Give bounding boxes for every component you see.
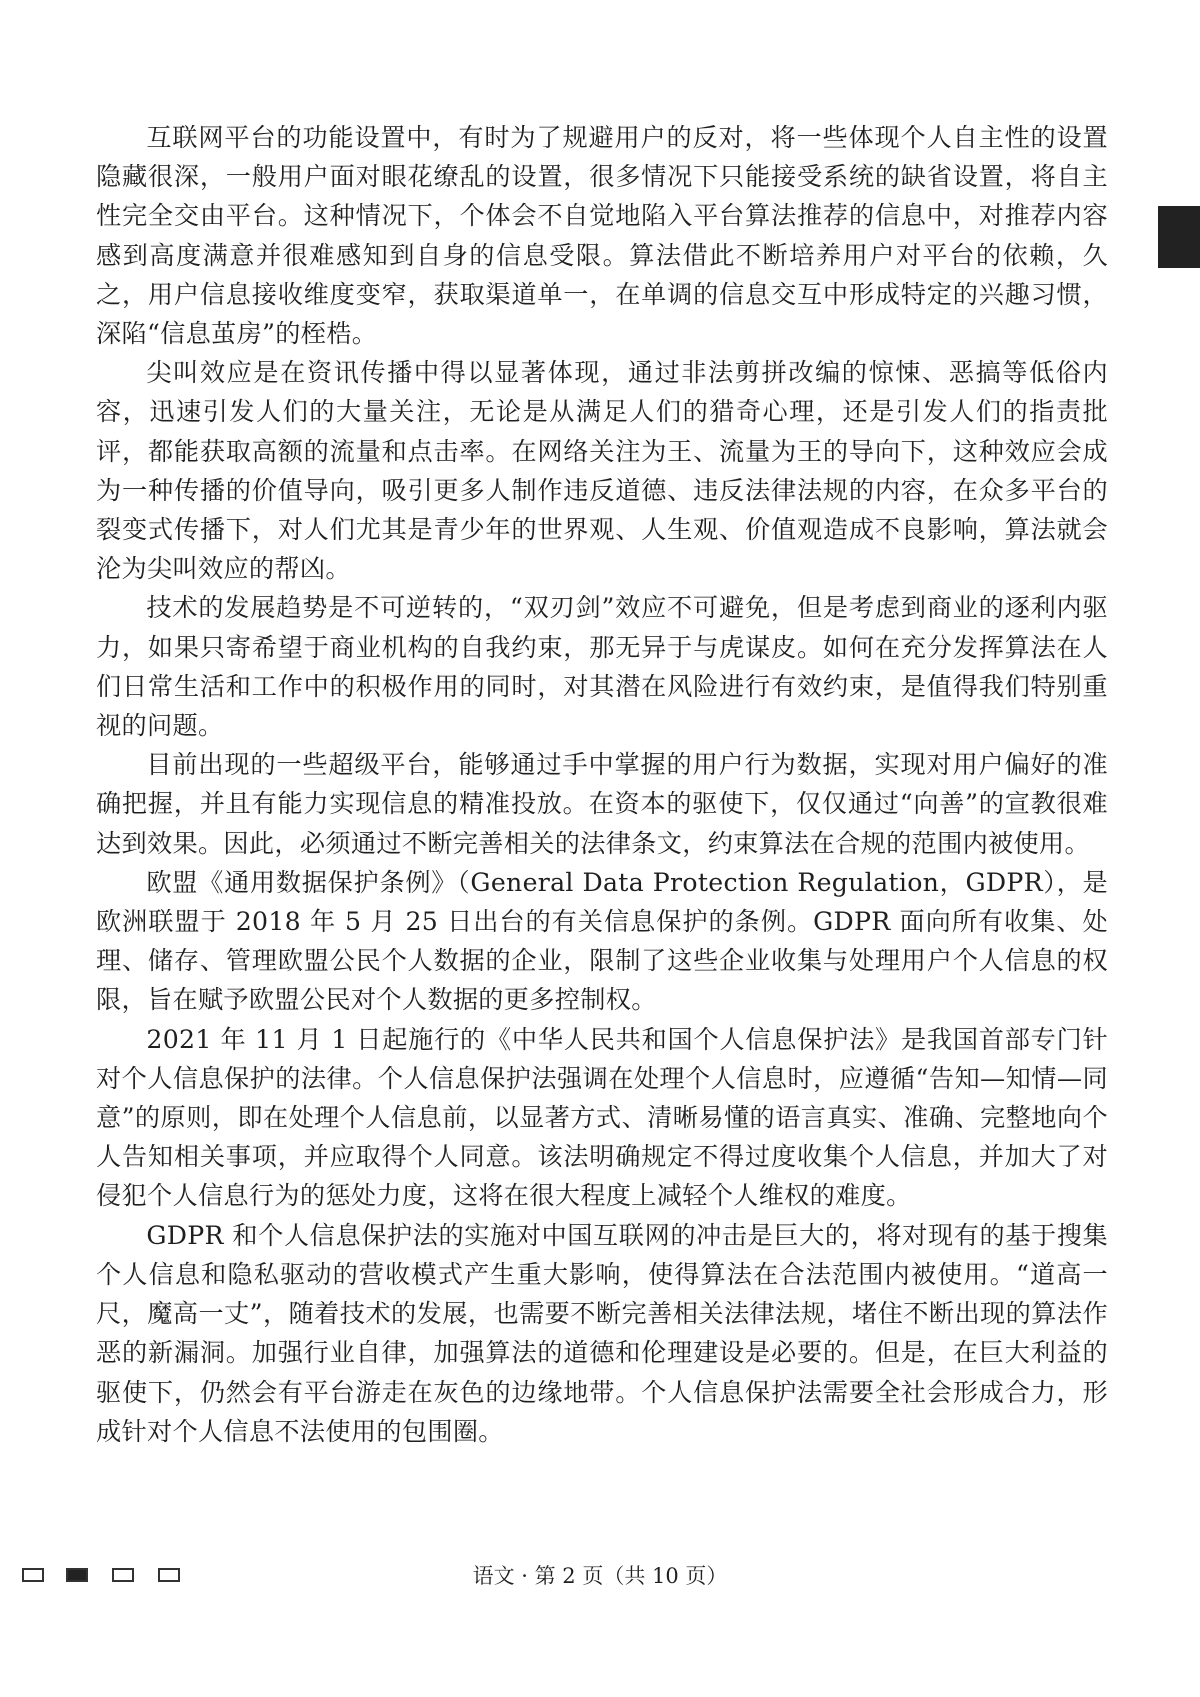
article-body bbox=[96, 118, 1108, 1451]
page-number: 语文 · 第 2 页（共 10 页） bbox=[472, 1564, 728, 1588]
registration-mark bbox=[1158, 206, 1200, 268]
paragraph: 尖叫效应是在资讯传播中得以显著体现，通过非法剪拼改编的惊悚、恶搞等低俗内容，迅速引发人们的大量关注，无论是从满足人们的猎奇心理，还是引发人们的指责批评，都能获取高额的流量和点击率。在网络关注为王、流量为王的导向下，这种效应会成为一种传播的价值导向，吸引更多人制作违反道德、违反法律法规的内容，在众多平台的裂变式传播下，对人们尤其是青少年的世界观、人生观、价值观造成不良影响，算法就会沦为尖叫效应的帮凶。 bbox=[96, 358, 1108, 584]
page-footer bbox=[0, 1560, 1200, 1600]
paragraph: 技术的发展趋势是不可逆转的，“双刃剑”效应不可避免，但是考虑到商业的逐利内驱力，如果只寄希望于商业机构的自我约束，那无异于与虎谋皮。如何在充分发挥算法在人们日常生活和工作中的积极作用的同时，对其潜在风险进行有效约束，是值得我们特别重视的问题。 bbox=[96, 593, 1108, 741]
paragraph: GDPR 和个人信息保护法的实施对中国互联网的冲击是巨大的，将对现有的基于搜集个人信息和隐私驱动的营收模式产生重大影响，使得算法在合法范围内被使用。“道高一尺，魔高一丈”，随着技术的发展，也需要不断完善相关法律法规，堵住不断出现的算法作恶的新漏洞。加强行业自律，加强算法的道德和伦理建设是必要的。但是，在巨大利益的驱使下，仍然会有平台游走在灰色的边缘地带。个人信息保护法需要全社会形成合力，形成针对个人信息不法使用的包围圈。 bbox=[96, 1220, 1108, 1446]
paragraph: 欧盟《通用数据保护条例》（General Data Protection Regulation，GDPR），是欧洲联盟于 2018 年 5 月 25 日出台的有关信息保护的条例。GDPR 面向所有收集、处理、储存、管理欧盟公民个人数据的企业，限制了这些企业收集与处理用户个人信息的权限，旨在赋予欧盟公民对个人数据的更多控制权。 bbox=[96, 867, 1108, 1015]
paragraph: 2021 年 11 月 1 日起施行的《中华人民共和国个人信息保护法》是我国首部专门针对个人信息保护的法律。个人信息保护法强调在处理个人信息时，应遵循“告知—知情—同意”的原则，即在处理个人信息前，以显著方式、清晰易懂的语言真实、准确、完整地向个人告知相关事项，并应取得个人同意。该法明确规定不得过度收集个人信息，并加大了对侵犯个人信息行为的惩处力度，这将在很大程度上减轻个人维权的难度。 bbox=[96, 1024, 1108, 1211]
paragraph: 目前出现的一些超级平台，能够通过手中掌握的用户行为数据，实现对用户偏好的准确把握，并且有能力实现信息的精准投放。在资本的驱使下，仅仅通过“向善”的宣教很难达到效果。因此，必须通过不断完善相关的法律条文，约束算法在合规的范围内被使用。 bbox=[96, 750, 1108, 858]
paragraph: 互联网平台的功能设置中，有时为了规避用户的反对，将一些体现个人自主性的设置隐藏很深，一般用户面对眼花缭乱的设置，很多情况下只能接受系统的缺省设置，将自主性完全交由平台。这种情况下，个体会不自觉地陷入平台算法推荐的信息中，对推荐内容感到高度满意并很难感知到自身的信息受限。算法借此不断培养用户对平台的依赖，久之，用户信息接收维度变窄，获取渠道单一，在单调的信息交互中形成特定的兴趣习惯，深陷“信息茧房”的桎梏。 bbox=[96, 123, 1108, 349]
